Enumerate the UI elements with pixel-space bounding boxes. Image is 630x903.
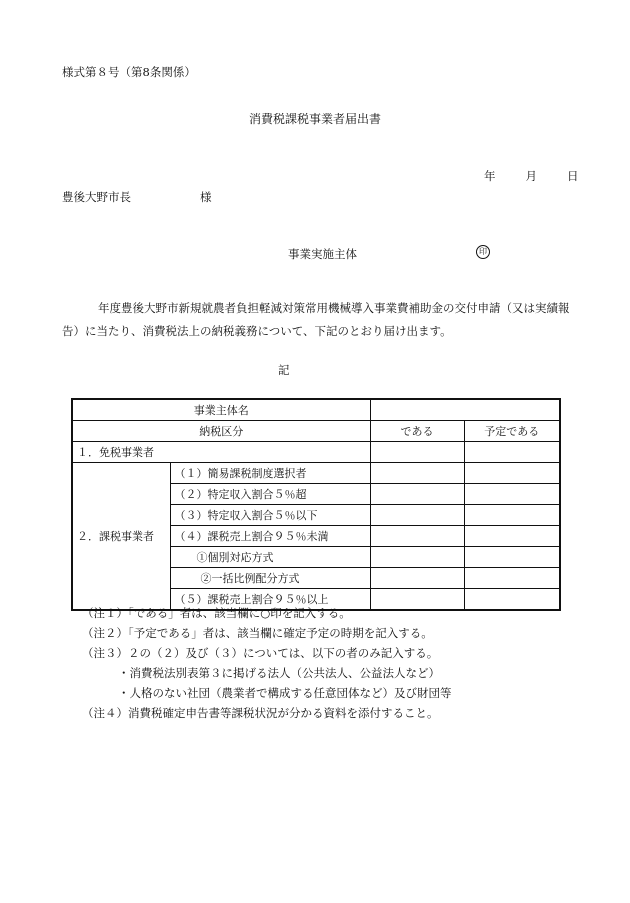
date-day: 日	[567, 169, 579, 183]
tax-category-label: 納税区分	[72, 421, 370, 442]
tax-status-table	[71, 398, 561, 611]
document-title: 消費税課税事業者届出書	[248, 112, 381, 126]
sub-item-planned-cell[interactable]	[464, 463, 560, 484]
note-item: （注２）「予定である」者は、該当欄に確定予定の時期を記入する。	[82, 626, 433, 640]
col-header-is: である	[370, 421, 464, 442]
seal-icon: 印	[476, 245, 490, 259]
table-row	[72, 442, 560, 463]
ki-heading: 記	[278, 363, 290, 377]
implementer-label: 事業実施主体	[288, 247, 357, 261]
form-number: 様式第８号（第8条関係）	[62, 65, 196, 79]
table-row	[72, 421, 560, 442]
sub-item-is-cell[interactable]	[370, 463, 464, 484]
addressee-name: 豊後大野市長	[62, 190, 131, 204]
entity-name-cell[interactable]	[370, 399, 560, 421]
exempt-label: １．免税事業者	[72, 442, 370, 463]
note-bullet: ・消費税法別表第３に掲げる法人（公共法人、公益法人など）	[118, 666, 440, 680]
sub-item-is-cell[interactable]	[370, 526, 464, 547]
addressee-honorific: 様	[200, 190, 212, 204]
sub-item-planned-cell[interactable]	[464, 589, 560, 611]
sub-item-label: （２）特定収入割合５％超	[170, 484, 370, 505]
sub-item-is-cell[interactable]	[370, 484, 464, 505]
exempt-is-cell[interactable]	[370, 442, 464, 463]
body-paragraph: 年度豊後大野市新規就農者負担軽減対策常用機械導入事業費補助金の交付申請（又は実績報告）に当たり、消費税法上の納税義務について、下記のとおり届け出ます。	[62, 301, 570, 338]
sub-item-is-cell[interactable]	[370, 568, 464, 589]
sub-item-planned-cell[interactable]	[464, 547, 560, 568]
note-item: （注４）消費税確定申告書等課税状況が分かる資料を添付すること。	[82, 706, 439, 720]
col-header-planned: 予定である	[464, 421, 560, 442]
date-line	[478, 168, 579, 184]
table-row	[72, 463, 560, 484]
note-item: （注３）２の（２）及び（３）については、以下の者のみ記入する。	[82, 646, 439, 660]
sub-item-label: （１）簡易課税制度選択者	[170, 463, 370, 484]
note-bullet: ・人格のない社団（農業者で構成する任意団体など）及び財団等	[118, 686, 452, 700]
entity-name-label: 事業主体名	[72, 399, 370, 421]
sub-item-is-cell[interactable]	[370, 505, 464, 526]
sub-item-label: （４）課税売上割合９５％未満	[170, 526, 370, 547]
notes-section	[82, 603, 452, 723]
sub-item-planned-cell[interactable]	[464, 526, 560, 547]
date-year: 年	[484, 169, 496, 183]
table-row	[72, 399, 560, 421]
note-item: （注１）「である」者は、該当欄に○印を記入する。	[82, 606, 351, 620]
sub-item-is-cell[interactable]	[370, 547, 464, 568]
sub-item-label: （３）特定収入割合５％以下	[170, 505, 370, 526]
sub-item-label: ②一括比例配分方式	[170, 568, 370, 589]
exempt-planned-cell[interactable]	[464, 442, 560, 463]
sub-item-planned-cell[interactable]	[464, 505, 560, 526]
date-month: 月	[525, 169, 537, 183]
sub-item-planned-cell[interactable]	[464, 568, 560, 589]
sub-item-planned-cell[interactable]	[464, 484, 560, 505]
taxable-label: ２．課税事業者	[72, 463, 170, 611]
sub-item-label: （５）課税売上割合９５％以上	[170, 589, 370, 611]
sub-item-label: ①個別対応方式	[170, 547, 370, 568]
